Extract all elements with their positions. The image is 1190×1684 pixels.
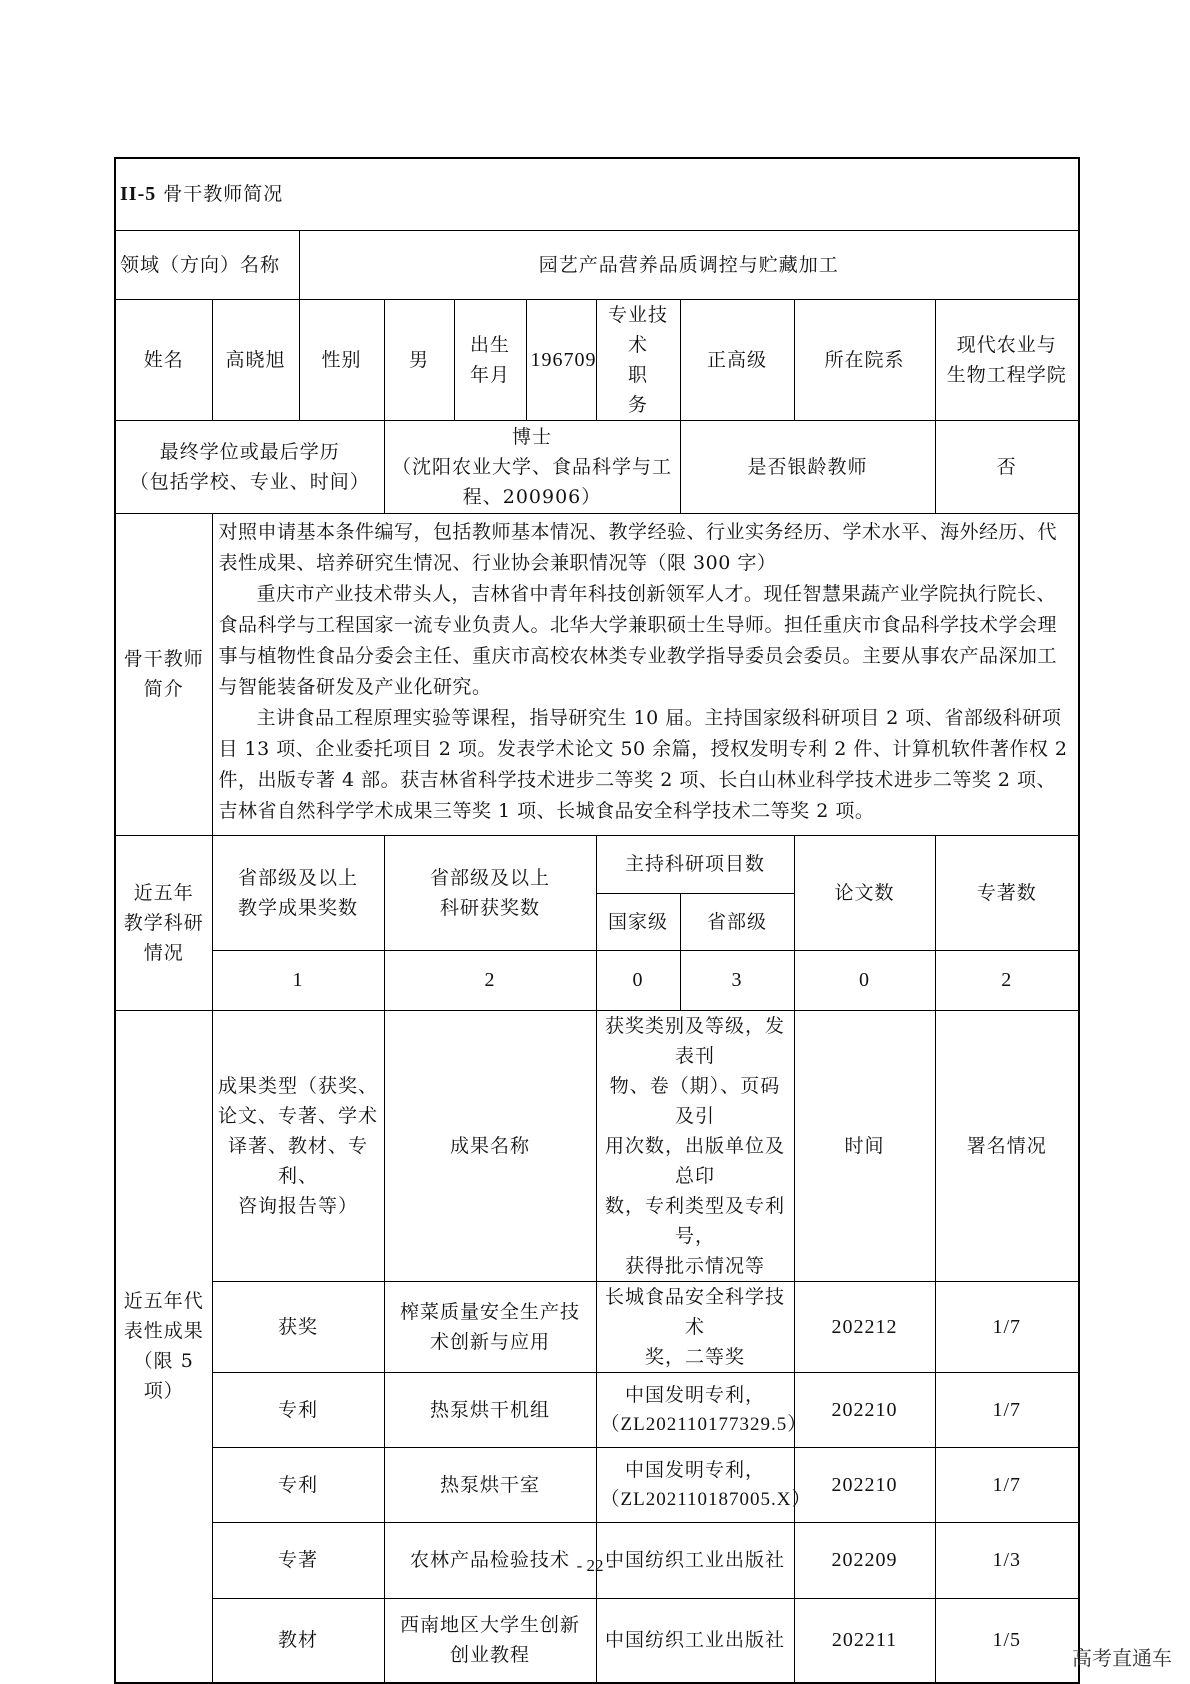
dept-label: 所在院系 — [794, 299, 935, 420]
field-value: 园艺产品营养品质调控与贮藏加工 — [299, 230, 1079, 299]
row-detail: 中国发明专利， （ZL202110187005.X） — [596, 1447, 794, 1522]
birth-label: 出生 年月 — [454, 299, 526, 420]
degree-value: 博士 （沈阳农业大学、食品科学与工 程、200906） — [384, 420, 680, 513]
intro-text — [212, 513, 1079, 835]
table-row — [115, 1598, 1079, 1683]
type-header: 成果类型（获奖、 论文、专著、学术 译著、教材、专利、 咨询报告等） — [212, 1010, 384, 1281]
papers-value: 0 — [794, 950, 935, 1010]
row-name: 热泵烘干室 — [384, 1447, 596, 1522]
sign-header: 署名情况 — [935, 1010, 1079, 1281]
gender-value: 男 — [384, 299, 454, 420]
projects-header: 主持科研项目数 — [596, 835, 794, 893]
title-label: 专业技术 职 务 — [596, 299, 680, 420]
degree-label: 最终学位或最后学历 （包括学校、专业、时间） — [115, 420, 384, 513]
time-header: 时间 — [794, 1010, 935, 1281]
row-time: 202210 — [794, 1447, 935, 1522]
row-time: 202212 — [794, 1281, 935, 1372]
gender-label: 性别 — [299, 299, 384, 420]
research-awards-header: 省部级及以上 科研获奖数 — [384, 835, 596, 950]
row-name: 榨菜质量安全生产技 术创新与应用 — [384, 1281, 596, 1372]
silver-value: 否 — [935, 420, 1079, 513]
row-name: 农林产品检验技术 — [384, 1522, 596, 1598]
title-value: 正高级 — [680, 299, 794, 420]
row-sign: 1/5 — [935, 1598, 1079, 1683]
row-time: 202211 — [794, 1598, 935, 1683]
provincial-value: 3 — [680, 950, 794, 1010]
name-header: 成果名称 — [384, 1010, 596, 1281]
row-type: 专著 — [212, 1522, 384, 1598]
national-value: 0 — [596, 950, 680, 1010]
row-type: 获奖 — [212, 1281, 384, 1372]
intro-paragraph-2: 主讲食品工程原理实验等课程，指导研究生 10 届。主持国家级科研项目 2 项、省部级科研项目 13 项、企业委托项目 2 项。发表学术论文 50 余篇，授权发明专利 2 件、计算机软件著作权 2 件，出版专著 4 部。获吉林省科学技术进步二等奖 2 项、长白山林业科学技术进步二等奖 2 项、吉林省自然科学学术成果三等奖 1 项、长城食品安全科学技术二等奖 2 项。 — [218, 706, 1068, 822]
row-detail: 中国纺织工业出版社 — [596, 1522, 794, 1598]
dept-value: 现代农业与 生物工程学院 — [935, 299, 1079, 420]
page-number: - 22 - — [576, 1556, 614, 1575]
intro-label: 骨干教师 简介 — [115, 513, 212, 835]
achievements-label: 近五年代 表性成果 （限 5 项） — [115, 1010, 212, 1683]
row-detail: 中国发明专利， （ZL202110177329.5） — [596, 1372, 794, 1447]
table-row — [115, 1372, 1079, 1447]
teaching-awards-header: 省部级及以上 教学成果奖数 — [212, 835, 384, 950]
papers-header: 论文数 — [794, 835, 935, 950]
row-time: 202209 — [794, 1522, 935, 1598]
table-row — [115, 1281, 1079, 1372]
silver-label: 是否银龄教师 — [680, 420, 935, 513]
row-type: 专利 — [212, 1447, 384, 1522]
intro-paragraph-1: 重庆市产业技术带头人，吉林省中青年科技创新领军人才。现任智慧果蔬产业学院执行院长、食品科学与工程国家一流专业负责人。北华大学兼职硕士生导师。担任重庆市食品科学技术学会理事与植物性食品分委会主任、重庆市高校农林类专业教学指导委员会委员。主要从事农产品深加工与智能装备研发及产业化研究。 — [218, 582, 1058, 698]
national-header: 国家级 — [596, 893, 680, 950]
name-value: 高晓旭 — [212, 299, 299, 420]
books-header: 专著数 — [935, 835, 1079, 950]
research-label: 近五年 教学科研 情况 — [115, 835, 212, 1010]
section-title: II-5 骨干教师简况 — [115, 158, 1079, 230]
row-sign: 1/7 — [935, 1447, 1079, 1522]
row-time: 202210 — [794, 1372, 935, 1447]
provincial-header: 省部级 — [680, 893, 794, 950]
research-awards-value: 2 — [384, 950, 596, 1010]
birth-value: 196709 — [526, 299, 596, 420]
teaching-awards-value: 1 — [212, 950, 384, 1010]
name-label: 姓名 — [115, 299, 212, 420]
watermark: 高考直通车 — [1072, 1646, 1172, 1670]
row-detail: 长城食品安全科学技术 奖，二等奖 — [596, 1281, 794, 1372]
field-label: 领域（方向）名称 — [115, 230, 299, 299]
row-sign: 1/3 — [935, 1522, 1079, 1598]
books-value: 2 — [935, 950, 1079, 1010]
row-name: 热泵烘干机组 — [384, 1372, 596, 1447]
teacher-profile-table — [114, 157, 1080, 1684]
row-sign: 1/7 — [935, 1372, 1079, 1447]
row-name: 西南地区大学生创新 创业教程 — [384, 1598, 596, 1683]
row-detail: 中国纺织工业出版社 — [596, 1598, 794, 1683]
row-type: 教材 — [212, 1598, 384, 1683]
table-row — [115, 1447, 1079, 1522]
row-type: 专利 — [212, 1372, 384, 1447]
intro-instruction: 对照申请基本条件编写，包括教师基本情况、教学经验、行业实务经历、学术水平、海外经历、代表性成果、培养研究生情况、行业协会兼职情况等（限 300 字） — [218, 520, 1058, 574]
detail-header: 获奖类别及等级，发表刊 物、卷（期）、页码及引 用次数，出版单位及总印 数，专利类型及专利号， 获得批示情况等 — [596, 1010, 794, 1281]
row-sign: 1/7 — [935, 1281, 1079, 1372]
